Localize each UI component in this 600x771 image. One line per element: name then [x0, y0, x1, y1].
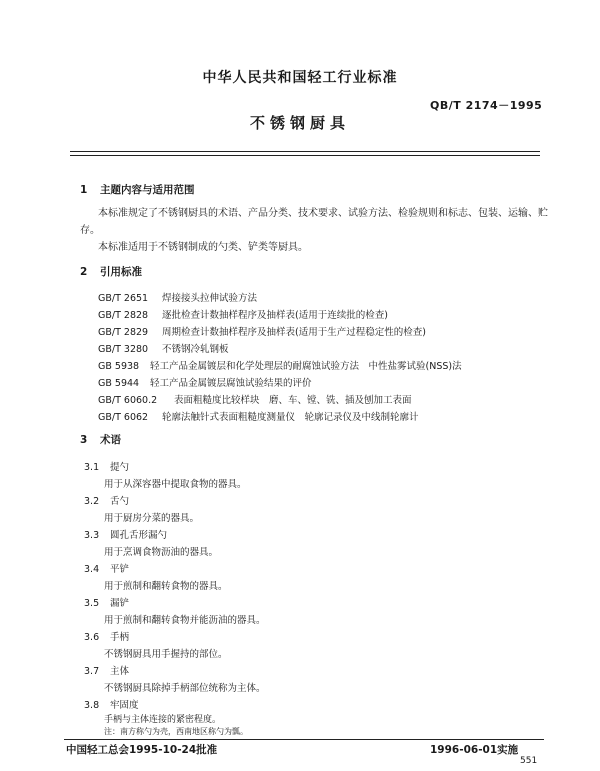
reference-code: GB/T 6060.2 — [98, 395, 158, 406]
standard-code: QB/T 2174－1995 — [430, 99, 543, 112]
section-3-title: 术语 — [100, 434, 121, 446]
term-definition: 用于煎制和翻转食物并能沥油的器具。 — [104, 615, 266, 626]
term-item — [84, 561, 129, 575]
term-name: 手柄 — [110, 632, 130, 643]
term-item — [84, 493, 129, 507]
term-number: 3.5 — [84, 598, 100, 609]
reference-item — [98, 409, 419, 423]
term-definition: 手柄与主体连接的紧密程度。 — [104, 715, 222, 725]
section-1-heading — [80, 182, 195, 197]
section-1-title: 主题内容与适用范围 — [100, 184, 195, 196]
term-definition: 用于从深容器中提取食物的器具。 — [104, 479, 247, 490]
term-number: 3.2 — [84, 496, 100, 507]
header-rule-top — [70, 151, 540, 152]
term-number: 3.1 — [84, 462, 100, 473]
section-2-number: 2 — [80, 266, 88, 278]
term-number: 3.6 — [84, 632, 100, 643]
term-item — [84, 663, 129, 677]
reference-code: GB/T 6062 — [98, 412, 149, 423]
reference-item — [98, 324, 426, 338]
reference-title: 轮廓法触针式表面粗糙度测量仪 轮廓记录仪及中线制轮廓计 — [162, 412, 419, 423]
term-item — [84, 595, 129, 609]
term-definition: 用于烹调食物沥油的器具。 — [104, 547, 219, 558]
effective-date: 1996-06-01实施 — [430, 744, 519, 756]
reference-item — [98, 341, 229, 355]
term-name: 舌勺 — [110, 496, 130, 507]
header-rule-bottom — [70, 155, 540, 156]
term-definition: 用于厨房分菜的器具。 — [104, 513, 200, 524]
reference-item — [98, 290, 257, 304]
section-1-para2: 本标准适用于不锈钢制成的勺类、铲类等厨具。 — [98, 242, 308, 253]
term-name: 提勺 — [110, 462, 130, 473]
reference-code: GB/T 2651 — [98, 293, 149, 304]
reference-code: GB/T 3280 — [98, 344, 149, 355]
reference-title: 表面粗糙度比较样块 磨、车、镗、铣、插及刨加工表面 — [174, 395, 412, 406]
reference-title: 逐批检查计数抽样程序及抽样表(适用于连续批的检查) — [162, 310, 388, 321]
term-name: 牢固度 — [110, 700, 139, 711]
footer-rule — [64, 739, 544, 740]
reference-title: 周期检查计数抽样程序及抽样表(适用于生产过程稳定性的检查) — [162, 327, 426, 338]
section-1-number: 1 — [80, 184, 88, 196]
reference-code: GB 5938 — [98, 361, 140, 372]
term-definition: 不锈钢厨具除掉手柄部位统称为主体。 — [104, 683, 266, 694]
term-item — [84, 527, 167, 541]
reference-code: GB/T 2829 — [98, 327, 149, 338]
reference-item — [98, 358, 462, 372]
term-item — [84, 697, 139, 711]
section-2-title: 引用标准 — [100, 266, 142, 278]
section-3-heading — [80, 432, 121, 447]
section-3-note: 注：南方称勺为壳，西南地区称勺为瓢。 — [104, 727, 248, 736]
reference-item — [98, 307, 388, 321]
page-number: 551 — [520, 756, 538, 766]
term-name: 平铲 — [110, 564, 130, 575]
reference-code: GB/T 2828 — [98, 310, 149, 321]
section-2-heading — [80, 264, 142, 279]
reference-item — [98, 375, 312, 389]
term-number: 3.3 — [84, 530, 100, 541]
reference-code: GB 5944 — [98, 378, 140, 389]
term-name: 漏铲 — [110, 598, 130, 609]
term-definition: 用于煎制和翻转食物的器具。 — [104, 581, 228, 592]
reference-title: 轻工产品金属镀层腐蚀试验结果的评价 — [150, 378, 312, 389]
section-1-para1-line2: 存。 — [80, 225, 100, 236]
reference-title: 焊接接头拉伸试验方法 — [162, 293, 258, 304]
approval-statement: 中国轻工总会1995-10-24批准 — [66, 744, 218, 756]
reference-item — [98, 392, 412, 406]
reference-title: 轻工产品金属镀层和化学处理层的耐腐蚀试验方法 中性盐雾试验(NSS)法 — [150, 361, 462, 372]
term-number: 3.7 — [84, 666, 100, 677]
ministry-standard-heading: 中华人民共和国轻工行业标准 — [202, 70, 398, 86]
term-name: 主体 — [110, 666, 130, 677]
term-item — [84, 629, 129, 643]
term-number: 3.4 — [84, 564, 100, 575]
term-item — [84, 459, 129, 473]
document-title: 不锈钢厨具 — [249, 114, 350, 132]
section-3-number: 3 — [80, 434, 88, 446]
term-number: 3.8 — [84, 700, 100, 711]
reference-title: 不锈钢冷轧钢板 — [162, 344, 229, 355]
term-definition: 不锈钢厨具用手握持的部位。 — [104, 649, 228, 660]
section-1-para1-line1: 本标准规定了不锈钢厨具的术语、产品分类、技术要求、试验方法、检验规则和标志、包装、运输、贮 — [98, 208, 548, 219]
term-name: 圆孔舌形漏勺 — [110, 530, 168, 541]
